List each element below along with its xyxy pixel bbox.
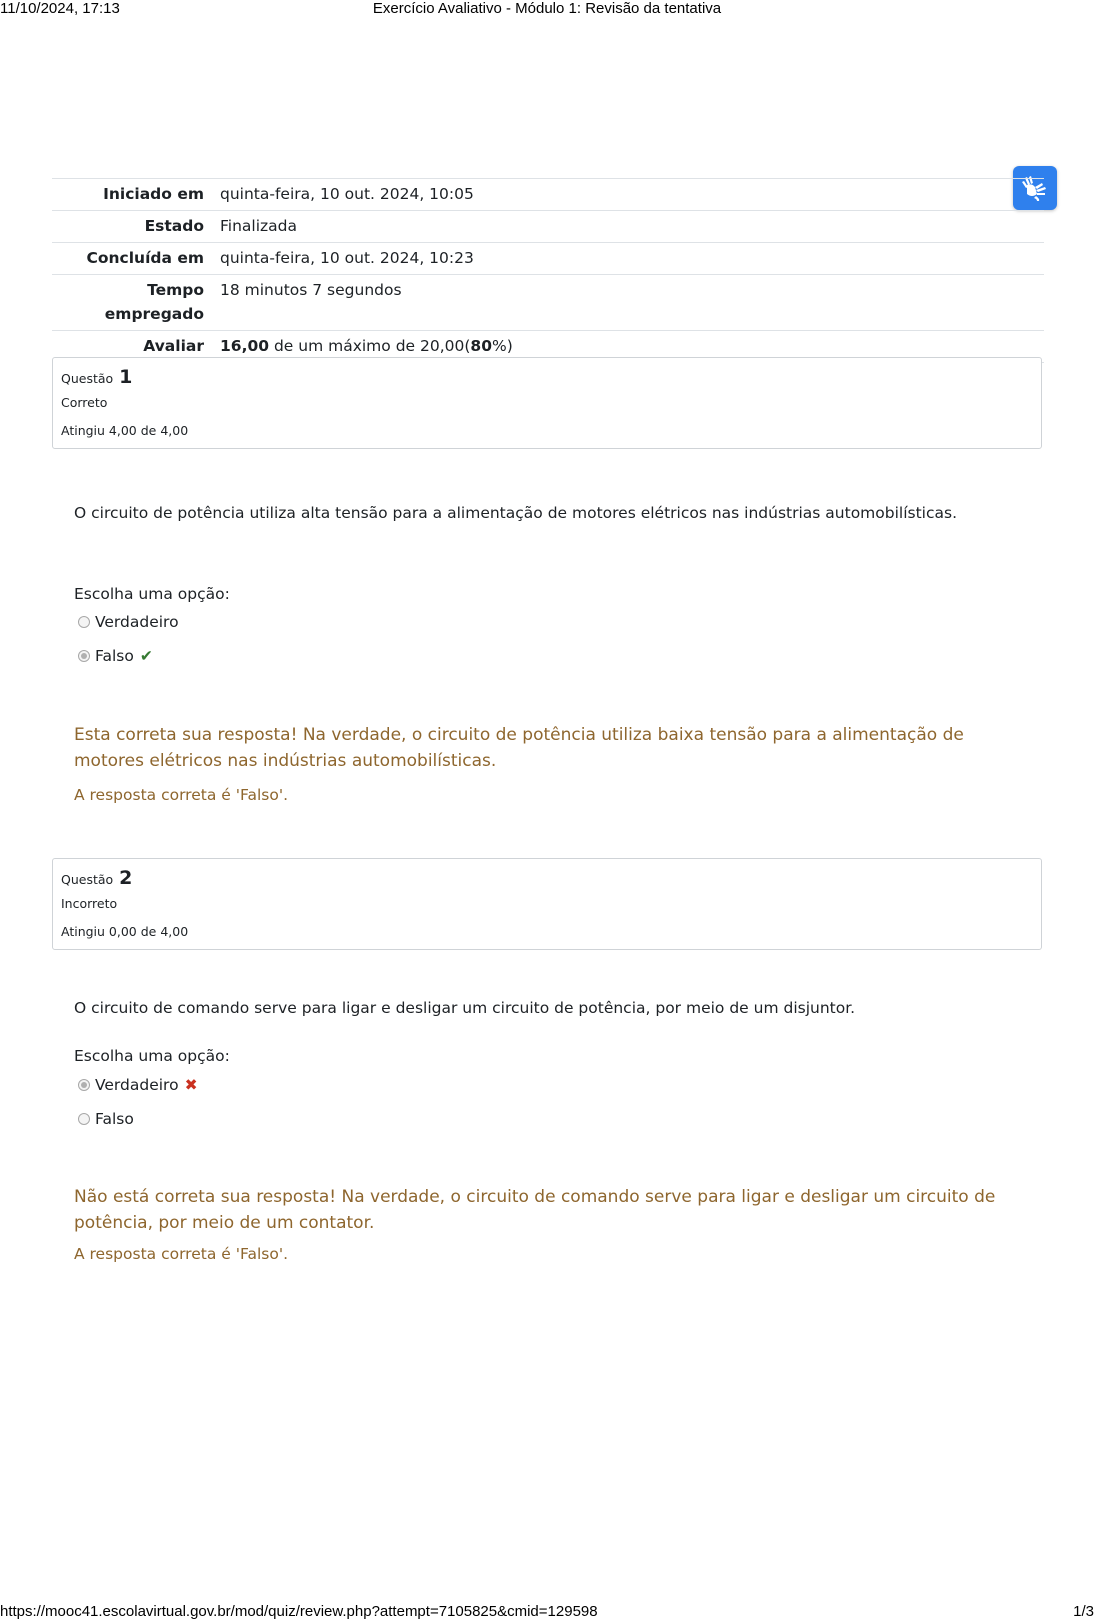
- answer-option[interactable]: [78, 644, 153, 668]
- print-page-title: Exercício Avaliativo - Módulo 1: Revisão da tentativa: [372, 0, 722, 17]
- answer-option[interactable]: [78, 1073, 198, 1097]
- question-grade: Atingiu 0,00 de 4,00: [61, 924, 189, 939]
- question-grade: Atingiu 4,00 de 4,00: [61, 423, 189, 438]
- attempt-summary-table: [52, 178, 1044, 363]
- answer-feedback: Esta correta sua resposta! Na verdade, o circuito de potência utiliza baixa tensão para a alimentação de motores elétricos nas indústrias automobilísticas.: [74, 725, 964, 771]
- summary-label: Tempo empregado: [52, 275, 212, 331]
- answer-option[interactable]: [78, 610, 179, 634]
- radio-button[interactable]: [78, 616, 90, 628]
- print-url: https://mooc41.escolavirtual.gov.br/mod/quiz/review.php?attempt=7105825&cmid=129598: [0, 1603, 598, 1620]
- question-number: [61, 362, 1033, 388]
- option-label: Verdadeiro: [95, 1076, 179, 1094]
- option-label: Falso: [95, 647, 134, 665]
- correct-answer-text: A resposta correta é 'Falso'.: [74, 1245, 289, 1263]
- print-datetime: 11/10/2024, 17:13: [0, 0, 120, 17]
- summary-row-completed: [52, 243, 1044, 275]
- summary-label: Concluída em: [52, 243, 212, 275]
- print-footer: [0, 1603, 1094, 1623]
- answer-option[interactable]: [78, 1107, 134, 1131]
- question-number-value: 2: [119, 867, 133, 889]
- question-info-1: [52, 357, 1042, 449]
- option-label: Falso: [95, 1110, 134, 1128]
- answer-prompt: Escolha uma opção:: [74, 1047, 230, 1065]
- question-number-value: 1: [119, 366, 133, 388]
- grade-score: 16,00: [220, 337, 270, 355]
- radio-button[interactable]: [78, 1113, 90, 1125]
- question-prefix: Questão: [61, 371, 114, 386]
- question-text: O circuito de comando serve para ligar e desligar um circuito de potência, por meio de um disjuntor.: [74, 999, 856, 1017]
- summary-row-state: [52, 211, 1044, 243]
- radio-button[interactable]: [78, 1079, 90, 1091]
- answer-prompt: Escolha uma opção:: [74, 585, 230, 603]
- summary-label: Avaliar: [52, 331, 212, 363]
- question-number: [61, 863, 1033, 889]
- question-text: O circuito de potência utiliza alta tensão para a alimentação de motores elétricos nas indústrias automobilísticas.: [74, 504, 958, 522]
- question-prefix: Questão: [61, 872, 114, 887]
- grade-end: %): [492, 337, 513, 355]
- summary-value: quinta-feira, 10 out. 2024, 10:05: [212, 179, 1044, 211]
- correct-answer-text: A resposta correta é 'Falso'.: [74, 786, 289, 804]
- question-info-2: [52, 858, 1042, 950]
- summary-row-time: [52, 275, 1044, 331]
- grade-percent: 80: [470, 337, 492, 355]
- summary-value: 18 minutos 7 segundos: [212, 275, 1044, 331]
- print-page-number: 1/3: [1073, 1603, 1094, 1620]
- check-icon: ✔: [139, 647, 153, 665]
- summary-label: Iniciado em: [52, 179, 212, 211]
- grade-middle: de um máximo de 20,00(: [269, 337, 471, 355]
- answer-feedback: Não está correta sua resposta! Na verdade, o circuito de comando serve para ligar e desligar um circuito de potência, por meio de um contator.: [74, 1187, 996, 1233]
- summary-value: quinta-feira, 10 out. 2024, 10:23: [212, 243, 1044, 275]
- radio-button[interactable]: [78, 650, 90, 662]
- cross-icon: ✖: [184, 1076, 198, 1094]
- summary-label: Estado: [52, 211, 212, 243]
- print-header: [0, 0, 1094, 20]
- summary-row-started: [52, 179, 1044, 211]
- option-label: Verdadeiro: [95, 613, 179, 631]
- question-state: Incorreto: [61, 896, 118, 911]
- summary-value: Finalizada: [212, 211, 1044, 243]
- question-state: Correto: [61, 395, 108, 410]
